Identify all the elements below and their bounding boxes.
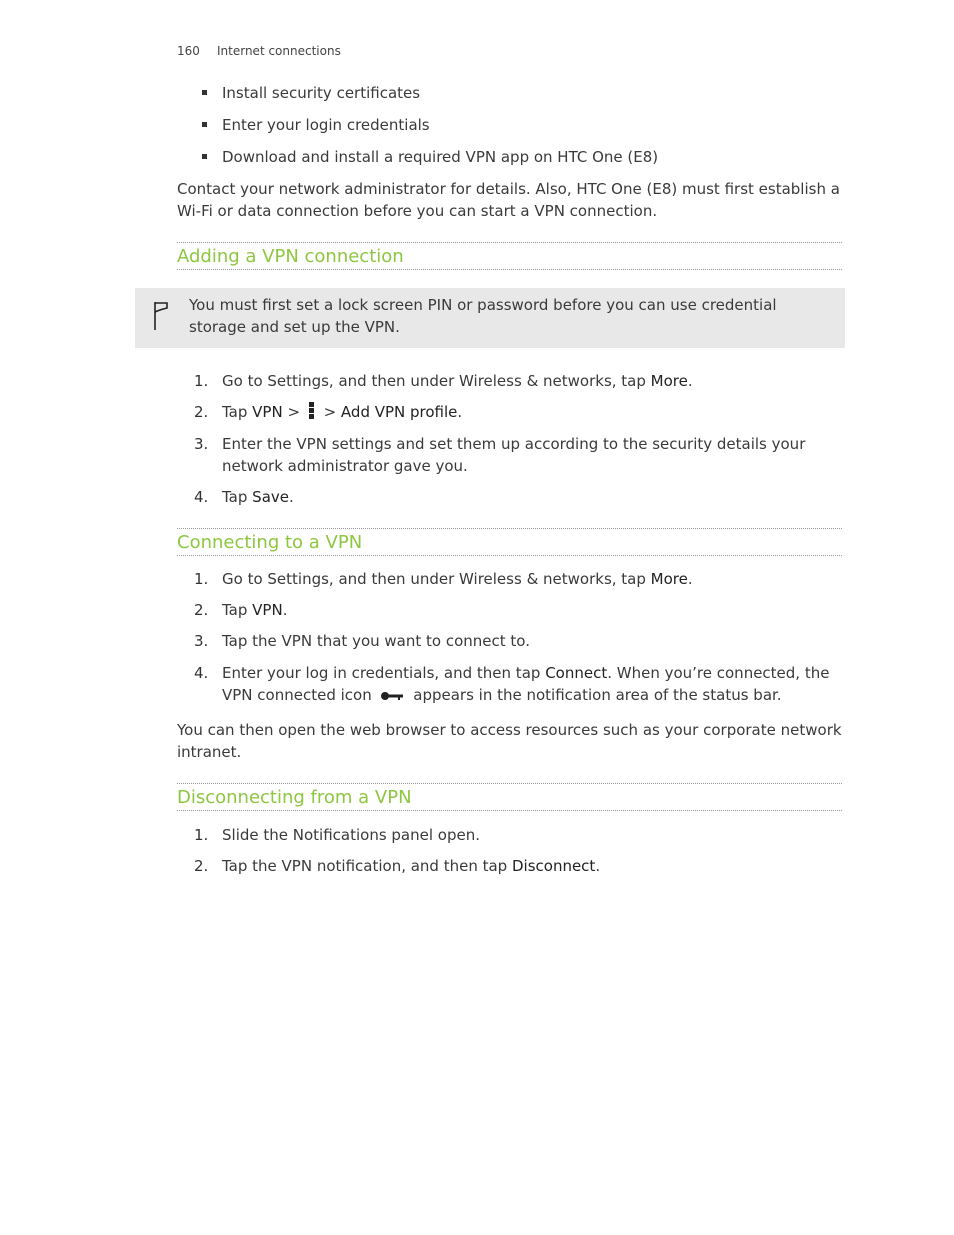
list-item: 1. Slide the Notifications panel open. [194, 826, 480, 844]
adding-steps [177, 370, 847, 517]
bullet-icon [202, 154, 207, 159]
bullet-icon [202, 90, 207, 95]
ui-connect: Connect [545, 664, 608, 682]
disconnecting-steps [177, 824, 847, 886]
flag-note-icon [151, 300, 171, 332]
list-item: 2. Tap VPN > > Add VPN profile. [194, 403, 463, 421]
ui-more: More [650, 372, 688, 390]
header-section: Internet connections [217, 44, 341, 58]
note-text: You must first set a lock screen PIN or password before you can use credential storage and set up the VPN. [189, 296, 777, 336]
section-title-connecting: Connecting to a VPN [177, 528, 842, 556]
list-item: 3. Enter the VPN settings and set them up according to the security details your network administrator gave you. [194, 435, 806, 475]
list-item: Install security certificates [177, 82, 847, 114]
ui-more: More [650, 570, 688, 588]
list-item: 1. Go to Settings, and then under Wireless & networks, tap More. [194, 570, 693, 588]
intro-paragraph: Contact your network administrator for details. Also, HTC One (E8) must first establish a Wi-Fi or data connection before you can start a VPN connection. [177, 180, 840, 220]
list-item: 3. Tap the VPN that you want to connect to. [194, 632, 530, 650]
bullet-icon [202, 122, 207, 127]
ui-vpn: VPN [252, 601, 283, 619]
list-item: 4. Enter your log in credentials, and then tap Connect. When you’re connected, the VPN connected icon appears in the notification area of the status bar. [194, 664, 830, 704]
overflow-menu-icon [309, 402, 315, 420]
ui-save: Save [252, 488, 289, 506]
list-item: Download and install a required VPN app on HTC One (E8) [177, 146, 847, 178]
connecting-steps [177, 568, 847, 708]
list-item: Enter your login credentials [177, 114, 847, 146]
list-item: 2. Tap the VPN notification, and then tap Disconnect. [194, 857, 601, 875]
list-item: 4. Tap Save. [194, 488, 294, 506]
list-item: 1. Go to Settings, and then under Wireless & networks, tap More. [194, 372, 693, 390]
ui-disconnect: Disconnect [511, 857, 596, 875]
after-connect-paragraph: You can then open the web browser to access resources such as your corporate network intranet. [177, 721, 842, 761]
list-item: 2. Tap VPN. [194, 601, 288, 619]
section-title-adding: Adding a VPN connection [177, 242, 842, 270]
ui-vpn: VPN [252, 403, 283, 421]
note-box [135, 288, 845, 348]
section-title-disconnecting: Disconnecting from a VPN [177, 783, 842, 811]
page-number: 160 [177, 44, 200, 58]
vpn-key-icon [380, 690, 404, 702]
page-header [177, 44, 341, 58]
ui-add-vpn-profile: Add VPN profile [340, 403, 458, 421]
requirements-list [177, 82, 847, 178]
